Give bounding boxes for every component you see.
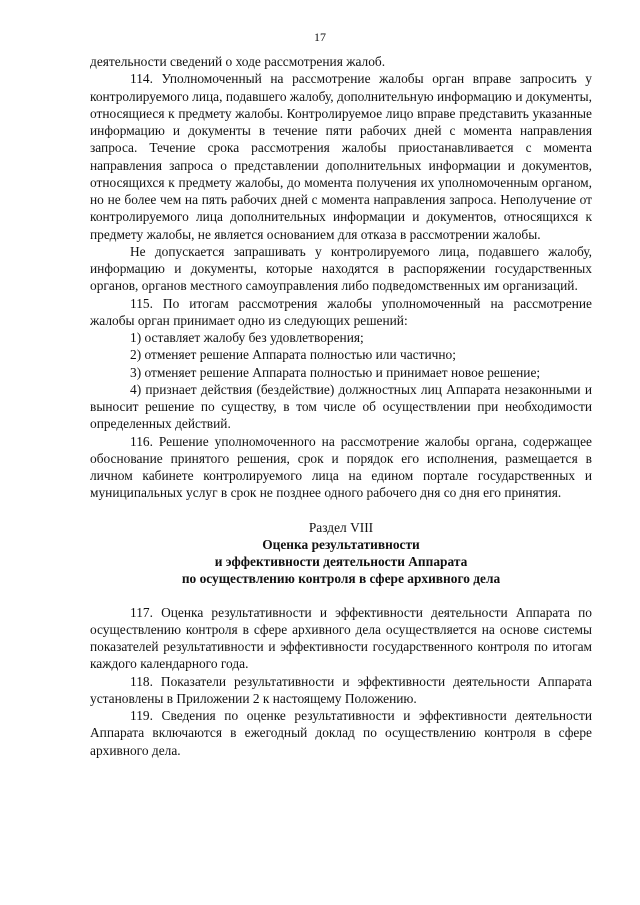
section-title-line: и эффективности деятельности Аппарата bbox=[214, 554, 468, 569]
paragraph-118: 118. Показатели результативности и эффективности деятельности Аппарата установлены в Приложении 2 к настоящему Положению. bbox=[90, 673, 592, 706]
list-item-115-2: 2) отменяет решение Аппарата полностью или частично; bbox=[130, 347, 456, 363]
paragraph-114: 114. Уполномоченный на рассмотрение жалобы орган вправе запросить у контролируемого лица, подавшего жалобу, дополнительную информацию и документы, относящиеся к предмету жалобы. Контролируемое лицо вправе представить указанные информацию и документы в течение пяти рабочих дней с момента направления запроса. Течение срока рассмотрения жалобы приостанавливается с момента направления запроса о представлении дополнительных информации и документов, относящихся к предмету жалобы, до момента получения их уполномоченным органом, но не более чем на пять рабочих дней с момента направления запроса. Неполучение от контролируемого лица дополнительных информации и документов, относящихся к предмету жалобы, не является основанием для отказа в рассмотрении жалобы. bbox=[90, 71, 592, 242]
paragraph-116: 116. Решение уполномоченного на рассмотрение жалобы органа, содержащее обоснование принятого решения, срок и порядок его исполнения, размещается в личном кабинете контролируемого лица на едином портале государственных и муниципальных услуг в срок не позднее одного рабочего дня со дня его принятия. bbox=[90, 433, 592, 501]
page-number: 17 bbox=[314, 30, 326, 44]
list-item-115-1: 1) оставляет жалобу без удовлетворения; bbox=[130, 330, 364, 345]
paragraph-114-note: Не допускается запрашивать у контролируемого лица, подавшего жалобу, информацию и документы, которые находятся в распоряжении государственных органов, органов местного самоуправления либо подведомственных им организаций. bbox=[90, 243, 592, 294]
list-item-115-3: 3) отменяет решение Аппарата полностью и принимает новое решение; bbox=[130, 364, 541, 380]
paragraph-continuation: деятельности сведений о ходе рассмотрения жалоб. bbox=[90, 54, 386, 69]
paragraph-119: 119. Сведения по оценке результативности и эффективности деятельности Аппарата включаются в ежегодный доклад по осуществлению контроля в сфере архивного дела. bbox=[90, 708, 592, 758]
section-title-line: Оценка результативности bbox=[262, 536, 420, 552]
paragraph-115: 115. По итогам рассмотрения жалобы уполномоченный на рассмотрение жалобы орган принимает одно из следующих решений: bbox=[90, 295, 592, 328]
list-item-115-4: 4) признает действия (бездействие) должностных лиц Аппарата незаконными и выносит решение по существу, в том числе об осуществлении при необходимости определенных действий. bbox=[90, 381, 592, 432]
section-heading bbox=[90, 519, 592, 588]
section-label: Раздел VIII bbox=[308, 519, 374, 535]
spacer bbox=[90, 502, 592, 519]
paragraph-117: 117. Оценка результативности и эффективности деятельности Аппарата по осуществлению контроля в сфере архивного дела осуществляется на основе системы показателей результативности и эффективности государственного контроля по итогам каждого календарного года. bbox=[90, 604, 592, 672]
spacer bbox=[90, 588, 592, 604]
page-content bbox=[90, 53, 592, 759]
section-title-line: по осуществлению контроля в сфере архивного дела bbox=[181, 571, 501, 587]
